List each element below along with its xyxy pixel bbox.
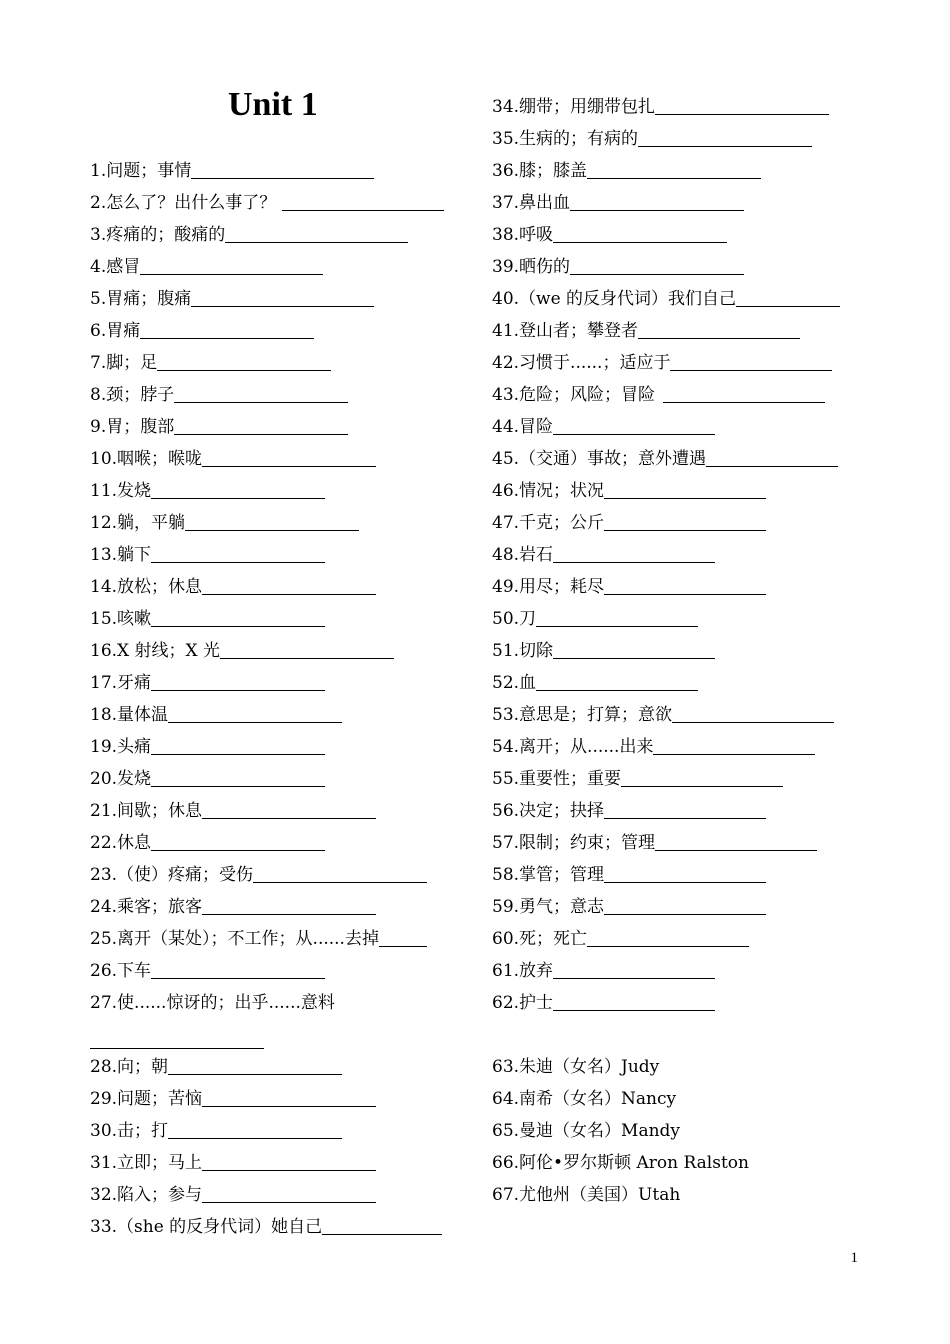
vocab-item-20: 20.发烧 [90,763,462,795]
vocab-item-41: 41.登山者；攀登者 [492,315,864,347]
answer-blank[interactable] [570,210,744,211]
vocab-item-22: 22.休息 [90,827,462,859]
vocab-item-21: 21.间歇；休息 [90,795,462,827]
answer-blank[interactable] [157,370,331,371]
vocab-item-6: 6.胃痛 [90,315,462,347]
answer-blank[interactable] [536,690,698,691]
vocab-item-15: 15.咳嗽 [90,603,462,635]
vocab-item-5: 5.胃痛；腹痛 [90,283,462,315]
vocab-item-33: 33.（she 的反身代词）她自己 [90,1211,462,1243]
answer-blank[interactable] [736,306,840,307]
answer-blank[interactable] [151,754,325,755]
answer-blank[interactable] [191,178,374,179]
answer-blank[interactable] [90,1048,264,1049]
vocab-item-31: 31.立即；马上 [90,1147,462,1179]
vocab-item-18: 18.量体温 [90,699,462,731]
vocab-item-44: 44.冒险 [492,411,864,443]
vocab-item-24: 24.乘客；旅客 [90,891,462,923]
answer-blank[interactable] [553,978,715,979]
answer-blank[interactable] [706,466,838,467]
vocab-item-12: 12.躺，平躺 [90,507,462,539]
vocab-item-32: 32.陷入；参与 [90,1179,462,1211]
vocab-item-54: 54.离开；从......出来 [492,731,864,763]
vocab-item-7: 7.脚；足 [90,347,462,379]
vocab-item-10: 10.咽喉；喉咙 [90,443,462,475]
vocab-item-9: 9.胃；腹部 [90,411,462,443]
answer-blank[interactable] [151,562,325,563]
answer-blank[interactable] [151,978,325,979]
vocab-item-35: 35.生病的；有病的 [492,123,864,155]
vocab-item-60: 60.死；死亡 [492,923,864,955]
vocab-item-42: 42.习惯于......；适应于 [492,347,864,379]
vocab-item-29: 29.问题；苦恼 [90,1083,462,1115]
answer-blank[interactable] [604,914,766,915]
answer-blank[interactable] [191,306,374,307]
vocab-item-16: 16.X 射线；X 光 [90,635,462,667]
vocab-item-25: 25.离开（某处）；不工作；从......去掉 [90,923,462,955]
answer-blank[interactable] [621,786,783,787]
vocab-item-14: 14.放松；休息 [90,571,462,603]
answer-blank[interactable] [185,530,359,531]
answer-blank[interactable] [202,1106,376,1107]
vocab-item-43: 43.危险；风险；冒险 [492,379,864,411]
answer-blank[interactable] [202,818,376,819]
vocab-item-59: 59.勇气；意志 [492,891,864,923]
vocab-item-46: 46.情况；状况 [492,475,864,507]
vocab-item-51: 51.切除 [492,635,864,667]
answer-blank[interactable] [151,786,325,787]
vocab-item-23: 23.（使）疼痛；受伤 [90,859,462,891]
answer-blank[interactable] [151,690,325,691]
vocab-item-39: 39.晒伤的 [492,251,864,283]
name-item-67: 67.尤他州（美国）Utah [492,1185,681,1205]
vocab-item-8: 8.颈；脖子 [90,379,462,411]
vocab-item-26: 26.下车 [90,955,462,987]
page-number: 1 [850,1250,858,1266]
answer-blank[interactable] [570,274,744,275]
answer-blank[interactable] [663,402,825,403]
vocab-item-27: 27.使......惊讶的；出乎......意料 [90,993,335,1013]
answer-blank[interactable] [536,626,698,627]
answer-blank[interactable] [322,1234,442,1235]
answer-blank[interactable] [151,626,325,627]
answer-blank[interactable] [604,498,766,499]
vocab-item-13: 13.躺下 [90,539,462,571]
name-item-64: 64.南希（女名）Nancy [492,1089,677,1109]
answer-blank[interactable] [553,1010,715,1011]
answer-blank[interactable] [379,946,427,947]
vocab-item-40: 40.（we 的反身代词）我们自己 [492,283,864,315]
answer-blank[interactable] [553,434,715,435]
answer-blank[interactable] [168,1138,342,1139]
answer-blank[interactable] [225,242,408,243]
answer-blank[interactable] [168,722,342,723]
answer-blank[interactable] [174,402,348,403]
vocab-item-2: 2.怎么了？出什么事了？ [90,187,462,219]
answer-blank[interactable] [220,658,394,659]
name-item-63: 63.朱迪（女名）Judy [492,1057,660,1077]
vocab-item-11: 11.发烧 [90,475,462,507]
vocab-item-61: 61.放弃 [492,955,864,987]
answer-blank[interactable] [202,594,376,595]
answer-blank[interactable] [553,562,715,563]
vocab-item-50: 50.刀 [492,603,864,635]
vocab-item-38: 38.呼吸 [492,219,864,251]
vocab-item-62: 62.护士 [492,987,864,1019]
answer-blank[interactable] [655,850,817,851]
section-spacer [492,1019,864,1051]
answer-blank[interactable] [253,882,427,883]
answer-blank[interactable] [638,338,800,339]
answer-blank[interactable] [638,146,812,147]
vocab-item-48: 48.岩石 [492,539,864,571]
answer-blank[interactable] [140,274,323,275]
answer-blank[interactable] [655,114,829,115]
left-column [90,155,462,1243]
answer-blank[interactable] [587,178,761,179]
vocab-item-27-blank-line [90,1019,462,1051]
answer-blank[interactable] [604,594,766,595]
right-column [492,91,864,1211]
vocab-item-19: 19.头痛 [90,731,462,763]
unit-title: Unit 1 [228,86,318,123]
vocab-item-34: 34.绷带；用绷带包扎 [492,91,864,123]
vocab-item-58: 58.掌管；管理 [492,859,864,891]
answer-blank[interactable] [653,754,815,755]
vocab-item-36: 36.膝；膝盖 [492,155,864,187]
answer-blank[interactable] [587,946,749,947]
vocab-item-1: 1.问题；事情 [90,155,462,187]
vocab-item-52: 52.血 [492,667,864,699]
vocab-item-4: 4.感冒 [90,251,462,283]
vocab-item-53: 53.意思是；打算；意欲 [492,699,864,731]
vocab-item-45: 45.（交通）事故；意外遭遇 [492,443,864,475]
name-item-65: 65.曼迪（女名）Mandy [492,1121,681,1141]
answer-blank[interactable] [604,818,766,819]
answer-blank[interactable] [202,466,376,467]
answer-blank[interactable] [604,882,766,883]
answer-blank[interactable] [553,658,715,659]
vocab-item-37: 37.鼻出血 [492,187,864,219]
answer-blank[interactable] [553,242,727,243]
answer-blank[interactable] [202,1202,376,1203]
answer-blank[interactable] [604,530,766,531]
answer-blank[interactable] [282,210,444,211]
answer-blank[interactable] [174,434,348,435]
vocab-item-56: 56.决定；抉择 [492,795,864,827]
answer-blank[interactable] [672,722,834,723]
vocab-item-55: 55.重要性；重要 [492,763,864,795]
vocab-item-28: 28.向；朝 [90,1051,462,1083]
answer-blank[interactable] [168,1074,342,1075]
vocab-item-47: 47.千克；公斤 [492,507,864,539]
name-item-66: 66.阿伦•罗尔斯顿 Aron Ralston [492,1153,749,1173]
vocab-item-57: 57.限制；约束；管理 [492,827,864,859]
vocab-item-17: 17.牙痛 [90,667,462,699]
vocab-item-3: 3.疼痛的；酸痛的 [90,219,462,251]
answer-blank[interactable] [140,338,314,339]
answer-blank[interactable] [151,850,325,851]
answer-blank[interactable] [202,1170,376,1171]
vocab-item-49: 49.用尽；耗尽 [492,571,864,603]
vocab-item-30: 30.击；打 [90,1115,462,1147]
answer-blank[interactable] [670,370,832,371]
answer-blank[interactable] [151,498,325,499]
answer-blank[interactable] [202,914,376,915]
